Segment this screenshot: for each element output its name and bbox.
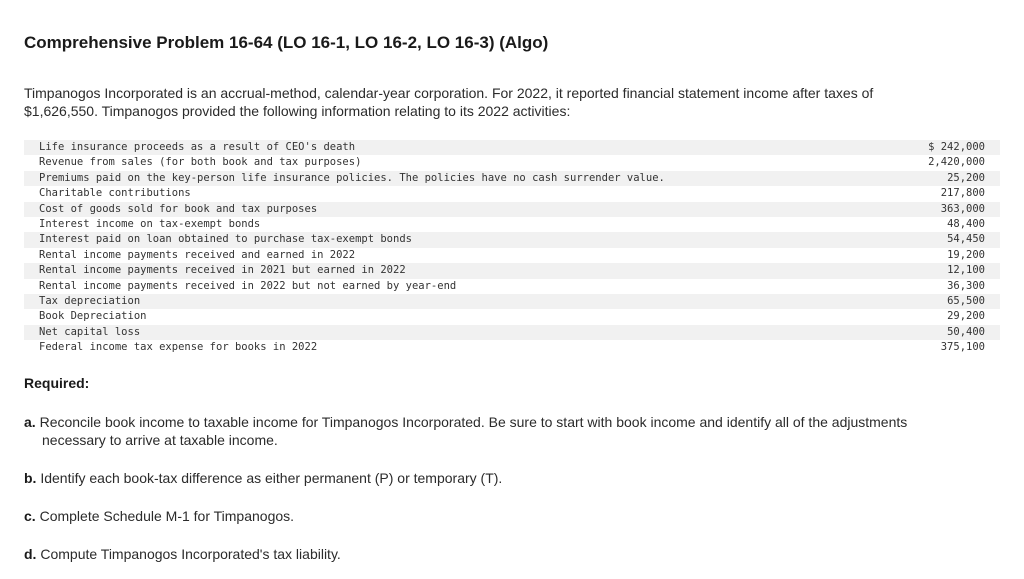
row-description: Federal income tax expense for books in 2022 xyxy=(24,340,865,355)
table-row xyxy=(24,309,1000,324)
requirement-letter: b. xyxy=(24,470,37,486)
row-description: Rental income payments received and earned in 2022 xyxy=(24,248,865,263)
row-description: Revenue from sales (for both book and tax purposes) xyxy=(24,155,865,170)
table-row xyxy=(24,279,1000,294)
required-heading: Required: xyxy=(24,375,90,391)
row-amount: 363,000 xyxy=(865,202,1000,217)
requirement-b xyxy=(24,469,972,487)
problem-title: Comprehensive Problem 16-64 (LO 16-1, LO 16-2, LO 16-3) (Algo) xyxy=(24,33,549,52)
row-description: Premiums paid on the key-person life insurance policies. The policies have no cash surrender value. xyxy=(24,171,865,186)
row-amount: 217,800 xyxy=(865,186,1000,201)
row-description: Interest income on tax-exempt bonds xyxy=(24,217,865,232)
row-description: Cost of goods sold for book and tax purposes xyxy=(24,202,865,217)
row-description: Rental income payments received in 2022 but not earned by year-end xyxy=(24,279,865,294)
table-row xyxy=(24,294,1000,309)
row-description: Net capital loss xyxy=(24,325,865,340)
requirement-letter: d. xyxy=(24,546,37,562)
row-amount: 29,200 xyxy=(865,309,1000,324)
row-amount: 48,400 xyxy=(865,217,1000,232)
row-description: Life insurance proceeds as a result of CEO's death xyxy=(24,140,865,155)
table-row xyxy=(24,202,1000,217)
table-row xyxy=(24,248,1000,263)
table-row xyxy=(24,217,1000,232)
requirement-a xyxy=(24,413,972,449)
table-row xyxy=(24,155,1000,170)
row-amount: 50,400 xyxy=(865,325,1000,340)
row-description: Book Depreciation xyxy=(24,309,865,324)
requirement-text: Compute Timpanogos Incorporated's tax liability. xyxy=(40,546,341,562)
requirement-d xyxy=(24,545,972,563)
table-row xyxy=(24,186,1000,201)
requirement-text: Reconcile book income to taxable income for Timpanogos Incorporated. Be sure to start with book income and identify all of the adjustments necessary to arrive at taxable income. xyxy=(39,414,908,448)
row-description: Rental income payments received in 2021 but earned in 2022 xyxy=(24,263,865,278)
row-description: Charitable contributions xyxy=(24,186,865,201)
row-amount: $ 242,000 xyxy=(865,140,1000,155)
table-row xyxy=(24,171,1000,186)
row-amount: 12,100 xyxy=(865,263,1000,278)
row-amount: 2,420,000 xyxy=(865,155,1000,170)
row-amount: 36,300 xyxy=(865,279,1000,294)
row-amount: 65,500 xyxy=(865,294,1000,309)
row-amount: 375,100 xyxy=(865,340,1000,355)
row-description: Tax depreciation xyxy=(24,294,865,309)
problem-intro: Timpanogos Incorporated is an accrual-method, calendar-year corporation. For 2022, it reported financial statement income after taxes of $1,626,550. Timpanogos provided the following information relating to its 2022 activities: xyxy=(24,85,874,119)
activities-table xyxy=(24,140,1000,356)
requirement-c xyxy=(24,507,972,525)
requirement-text: Identify each book-tax difference as either permanent (P) or temporary (T). xyxy=(40,470,503,486)
table-row xyxy=(24,340,1000,355)
table-row xyxy=(24,325,1000,340)
table-row xyxy=(24,263,1000,278)
requirement-text: Complete Schedule M-1 for Timpanogos. xyxy=(39,508,295,524)
requirement-letter: a. xyxy=(24,414,36,430)
table-row xyxy=(24,140,1000,155)
row-amount: 54,450 xyxy=(865,232,1000,247)
row-amount: 19,200 xyxy=(865,248,1000,263)
table-row xyxy=(24,232,1000,247)
row-amount: 25,200 xyxy=(865,171,1000,186)
row-description: Interest paid on loan obtained to purchase tax-exempt bonds xyxy=(24,232,865,247)
requirement-letter: c. xyxy=(24,508,36,524)
